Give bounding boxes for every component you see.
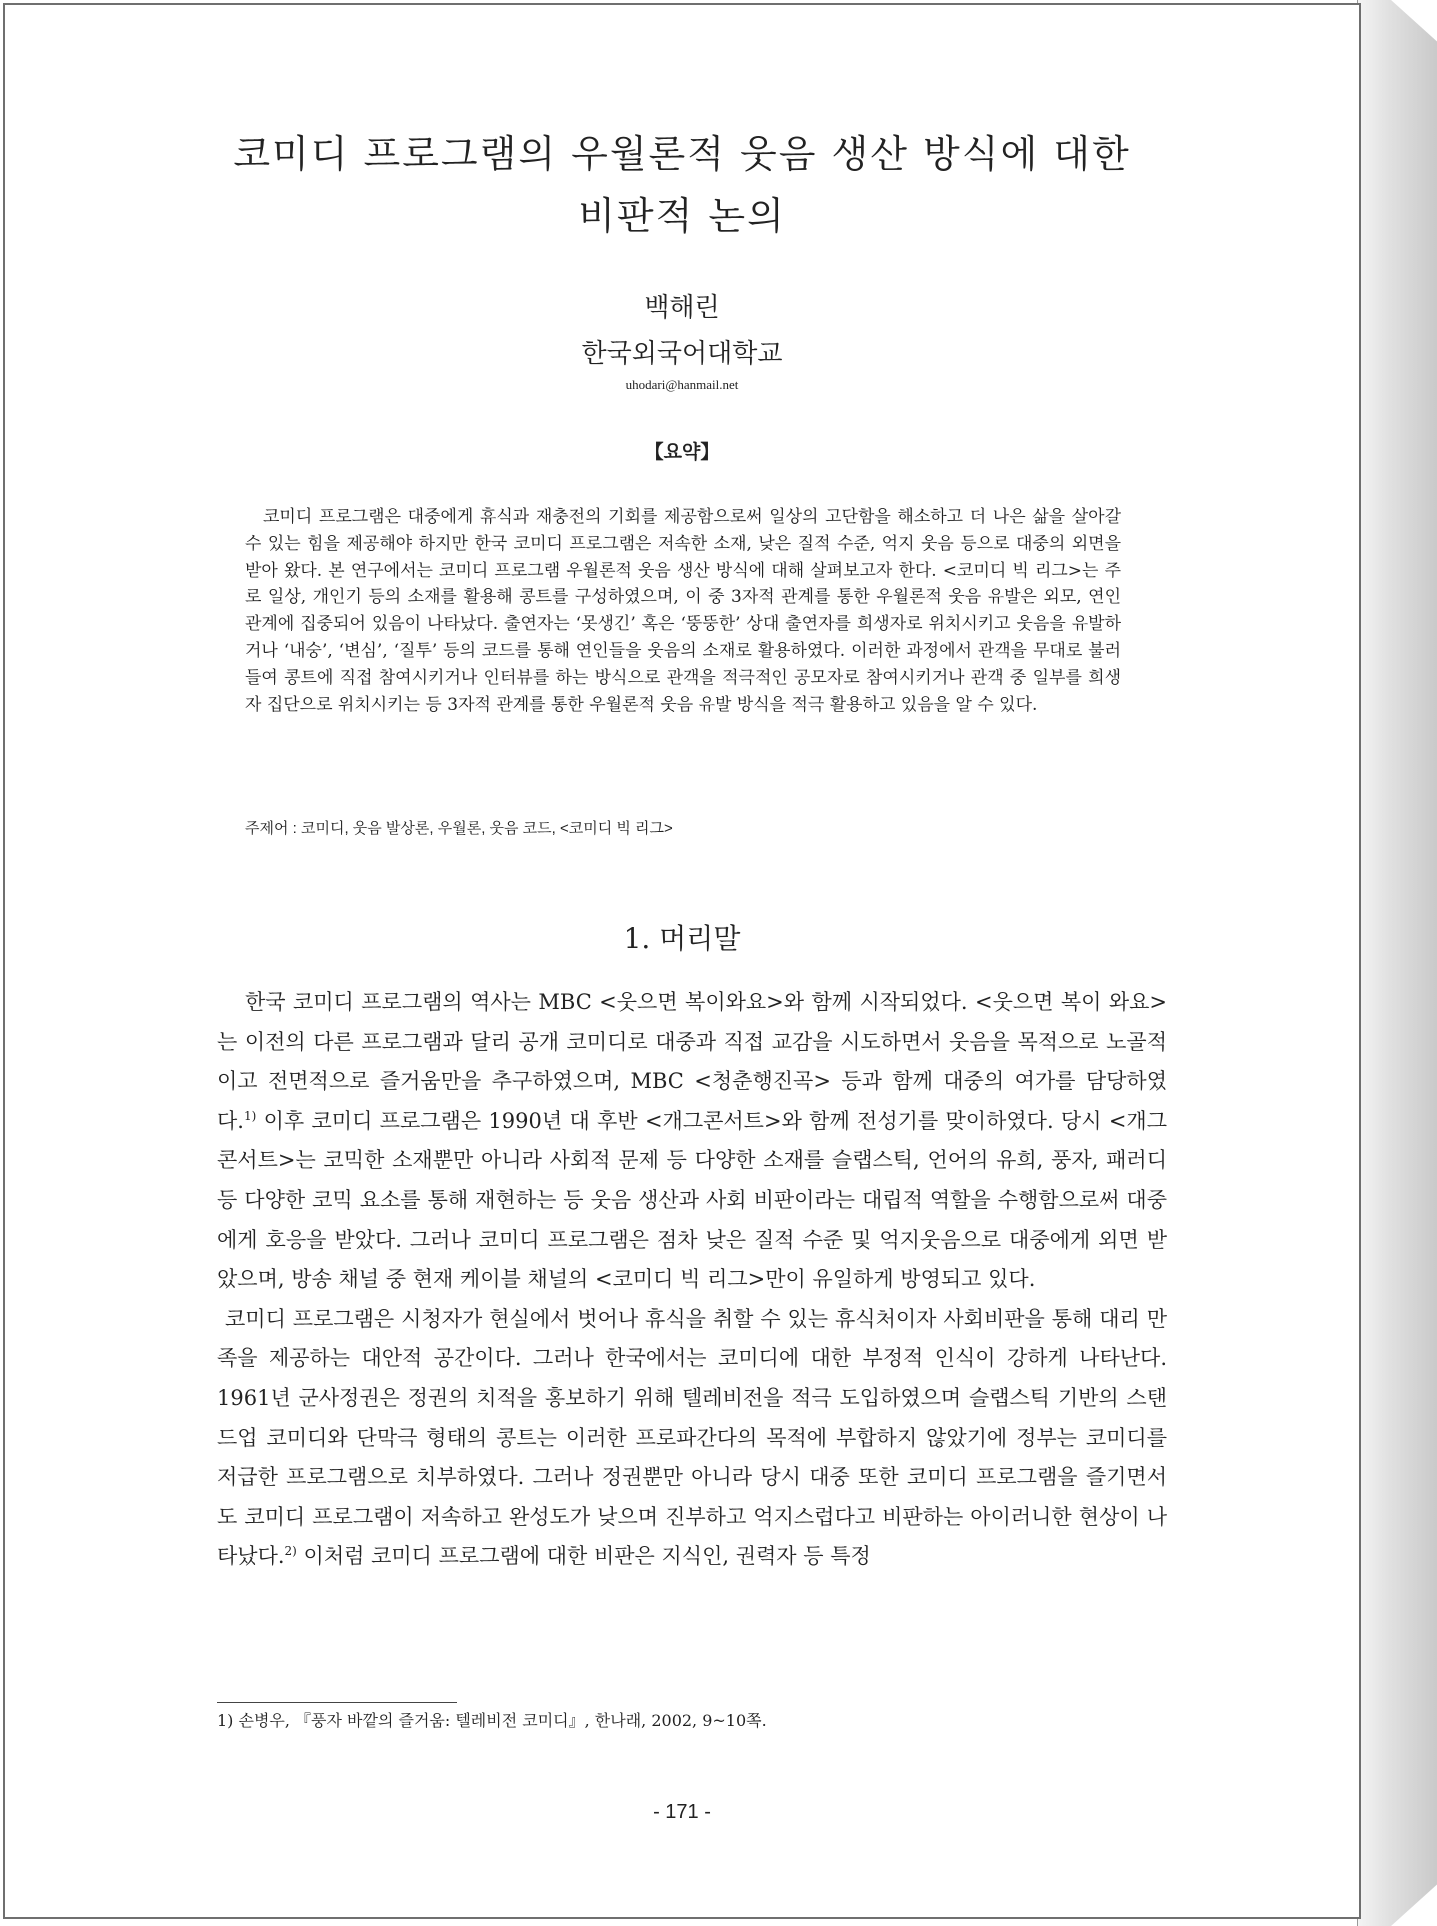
abstract-text: 코미디 프로그램은 대중에게 휴식과 재충전의 기회를 제공함으로써 일상의 고단함을 해소하고 더 나은 삶을 살아갈 수 있는 힘을 제공해야 하지만 한국 코미디 프로그램은 저속한 소재, 낮은 질적 수준, 억지 웃음 등으로 대중의 외면을 받아 왔다. 본 연구에서는 코미디 프로그램 우월론적 웃음 생산 방식에 대해 살펴보고자 한다. <코미디 빅 리그>는 주로 일상, 개인기 등의 소재를 활용해 콩트를 구성하였으며, 이 중 3자적 관계를 통한 우월론적 웃음 유발은 외모, 연인 관계에 집중되어 있음이 나타났다. 출연자는 ‘못생긴’ 혹은 ‘뚱뚱한’ 상대 출연자를 희생자로 위치시키고 웃음을 유발하거나 ‘내숭’, ‘변심’, ‘질투’ 등의 코드를 통해 연인들을 웃음의 소재로 활용하였다. 이러한 과정에서 관객을 무대로 불러들여 콩트에 직접 참여시키거나 인터뷰를 하는 방식으로 관객을 적극적인 공모자로 참여시키거나 관객 중 일부를 희생자 집단으로 위치시키는 등 3자적 관계를 통한 우월론적 웃음 유발 방식을 적극 활용하고 있음을 알 수 있다. [245,507,1121,715]
body-paragraph-2-part-a: 코미디 프로그램은 시청자가 현실에서 벗어나 휴식을 취할 수 있는 휴식처이자 사회비판을 통해 대리 만족을 제공하는 대안적 공간이다. 그러나 한국에서는 코미디에 대한 부정적 인식이 강하게 나타난다. 1961년 군사정권은 정권의 치적을 홍보하기 위해 텔레비전을 적극 도입하였으며 슬랩스틱 기반의 스탠드업 코미디와 단막극 형태의 콩트는 이러한 프로파간다의 목적에 부합하지 않았기에 정부는 코미디를 저급한 프로그램으로 치부하였다. 그러나 정권뿐만 아니라 당시 대중 또한 코미디 프로그램을 즐기면서도 코미디 프로그램이 저속하고 완성도가 낮으며 진부하고 억지스럽다고 비판하는 아이러니한 현상이 나타났다. [217,1306,1167,1569]
footnote-ref-1: 1) [243,1108,257,1123]
body-paragraph-1-part-b: 이후 코미디 프로그램은 1990년 대 후반 <개그콘서트>와 함께 전성기를 맞이하였다. 당시 <개그 콘서트>는 코믹한 소재뿐만 아니라 사회적 문제 등 다양한 소재를 슬랩스틱, 언어의 유희, 풍자, 패러디 등 다양한 코믹 요소를 통해 재현하는 등 웃음 생산과 사회 비판이라는 대립적 역할을 수행함으로써 대중에게 호응을 받았다. 그러나 코미디 프로그램은 점차 낮은 질적 수준 및 억지웃음으로 대중에게 외면 받았으며, 방송 채널 중 현재 케이블 채널의 <코미디 빅 리그>만이 유일하게 방영되고 있다. [217,1108,1167,1292]
body-paragraph-2-part-b: 이처럼 코미디 프로그램에 대한 비판은 지식인, 권력자 등 특정 [296,1544,871,1569]
keywords: 주제어 : 코미디, 웃음 발상론, 우월론, 웃음 코드, <코미디 빅 리그> [245,820,673,837]
paper-title-line-1: 코미디 프로그램의 우월론적 웃음 생산 방식에 대한 [233,132,1131,176]
document-page [3,3,1361,1919]
footnote-1: 1) 손병우, 『풍자 바깥의 즐거움: 텔레비전 코미디』, 한나래, 2002, 9~10쪽. [217,1711,767,1730]
author-email: uhodari@hanmail.net [625,377,739,392]
paper-title [5,123,1359,247]
footnote-divider [217,1702,457,1703]
body-text [217,983,1167,1577]
footnote-ref-2: 2) [284,1544,297,1559]
body-paragraph-2 [217,1300,1167,1577]
page-number: - 171 - [653,1801,711,1823]
author-name: 백해린 [644,293,720,323]
paper-title-line-2: 비판적 논의 [578,194,786,238]
body-paragraph-1-part-a: 한국 코미디 프로그램의 역사는 MBC <웃으면 복이와요>와 함께 시작되었다. <웃으면 복이 와요>는 이전의 다른 프로그램과 달리 공개 코미디로 대중과 직접 교감을 시도하면서 웃음을 목적으로 노골적이고 전면적으로 즐거움만을 추구하였으며, MBC <청춘행진곡> 등과 함께 대중의 여가를 담당하였다. [217,990,1167,1133]
page-curl-shadow [1357,0,1437,1926]
section-title: 1. 머리말 [623,922,741,955]
body-paragraph-1 [217,983,1167,1300]
abstract-heading: 【요약】 [644,441,720,463]
author-affiliation: 한국외국어대학교 [581,339,783,369]
